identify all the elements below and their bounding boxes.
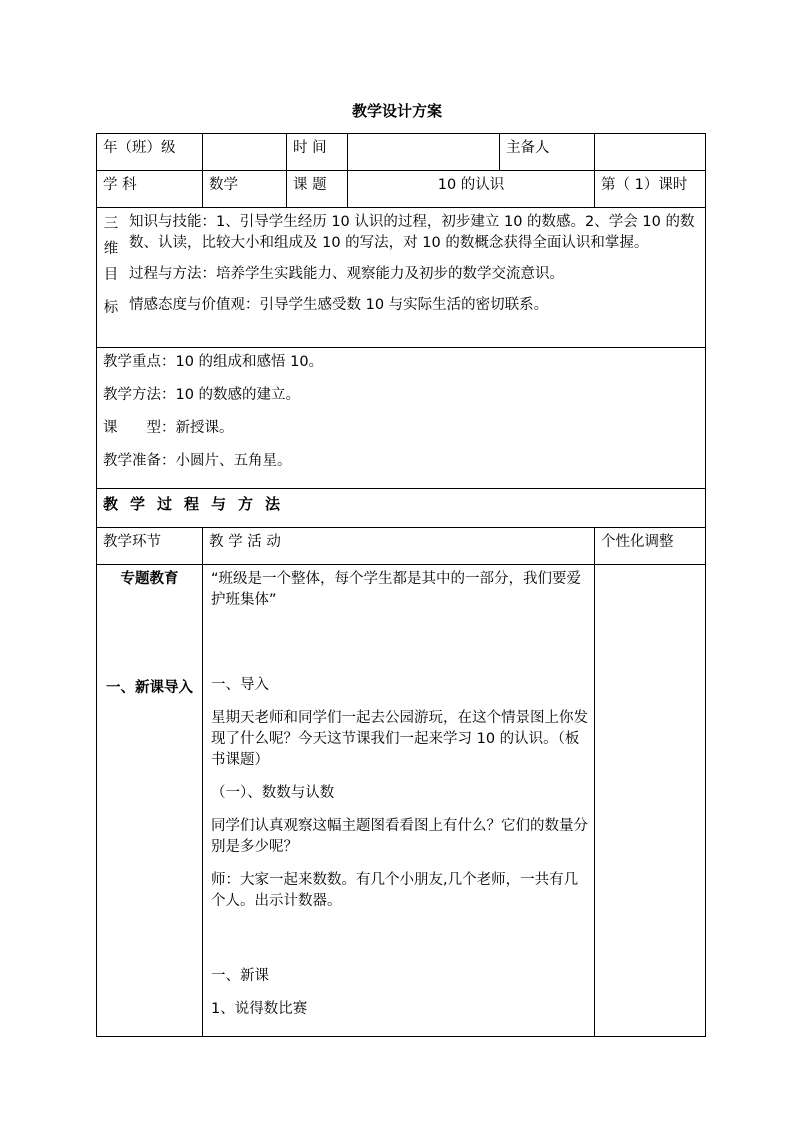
goals-label-char: 维 — [103, 241, 119, 258]
lesson-type: 课 型：新授课。 — [103, 420, 234, 437]
goals-label-char: 三 — [103, 216, 119, 232]
lesson-number: 第（ 1）课时 — [601, 177, 688, 193]
goal-knowledge: 知识与技能：1、引导学生经历 10 认识的过程，初步建立 10 的数感。2、学会 10 的数数、认读，比较大小和组成及 10 的写法，对 10 的数概念获得全面认识和掌握。 — [129, 214, 695, 252]
document-title: 教学设计方案 — [351, 102, 442, 120]
goals-label-char: 目 — [103, 266, 119, 283]
goal-process: 过程与方法：培养学生实践能力、观察能力及初步的数学交流意识。 — [129, 266, 564, 283]
goals-label-char: 标 — [103, 300, 119, 317]
process-heading: 教学过程与方法 — [103, 495, 293, 514]
time-label: 时 间 — [293, 140, 327, 156]
preparer-value — [595, 134, 705, 142]
stage-special-education: 专题教育 — [120, 571, 179, 588]
grade-value — [203, 134, 286, 142]
teaching-method: 教学方法：10 的数感的建立。 — [103, 387, 301, 404]
header-row-1 — [97, 134, 706, 171]
process-body-row — [97, 565, 706, 1037]
intro-heading: 一、导入 — [211, 677, 269, 694]
section-count-recognize: （一）、数数与认数 — [211, 785, 335, 802]
teacher-text: 师：大家一起来数数。有几个小朋友,几个老师，一共有几个人。出示计数器。 — [211, 872, 579, 910]
info-row — [97, 348, 706, 489]
intro-text: 星期天老师和同学们一起去公园游玩，在这个情景图上你发现了什么呢？今天这节课我们一起来学习 10 的认识。（板书课题） — [211, 710, 588, 769]
goals-row — [97, 208, 706, 348]
subject-value: 数学 — [209, 177, 238, 193]
preparer-label: 主备人 — [506, 140, 550, 156]
time-value — [348, 134, 499, 142]
goals-label — [97, 208, 119, 330]
theme-quote: “班级是一个整体，每个学生都是其中的一部分，我们要爱护班集体” — [211, 571, 582, 609]
subject-label: 学 科 — [103, 177, 137, 193]
activity-item-1: 1、说得数比赛 — [211, 1001, 308, 1018]
key-point: 教学重点：10 的组成和感悟 10。 — [103, 354, 324, 370]
goal-emotion: 情感态度与价值观：引导学生感受数 10 与实际生活的密切联系。 — [129, 297, 549, 314]
topic-value: 10 的认识 — [437, 177, 505, 193]
column-header-row — [97, 528, 706, 565]
lesson-plan-table — [96, 133, 706, 1037]
grade-label: 年（班）级 — [103, 140, 176, 156]
new-lesson-heading: 一、新课 — [211, 968, 269, 985]
activity-column-header: 教 学 活 动 — [209, 534, 281, 551]
adjust-column-header: 个性化调整 — [601, 534, 674, 551]
stage-intro: 一、新课导入 — [106, 680, 193, 697]
teaching-prep: 教学准备：小圆片、五角星。 — [103, 453, 292, 470]
observe-text: 同学们认真观察这幅主题图看看图上有什么？它们的数量分别是多少呢？ — [211, 818, 588, 856]
adjust-cell — [595, 565, 705, 573]
topic-label: 课 题 — [293, 177, 327, 193]
process-heading-row — [97, 489, 706, 528]
stage-column-header: 教学环节 — [103, 534, 161, 551]
header-row-2 — [97, 171, 706, 208]
